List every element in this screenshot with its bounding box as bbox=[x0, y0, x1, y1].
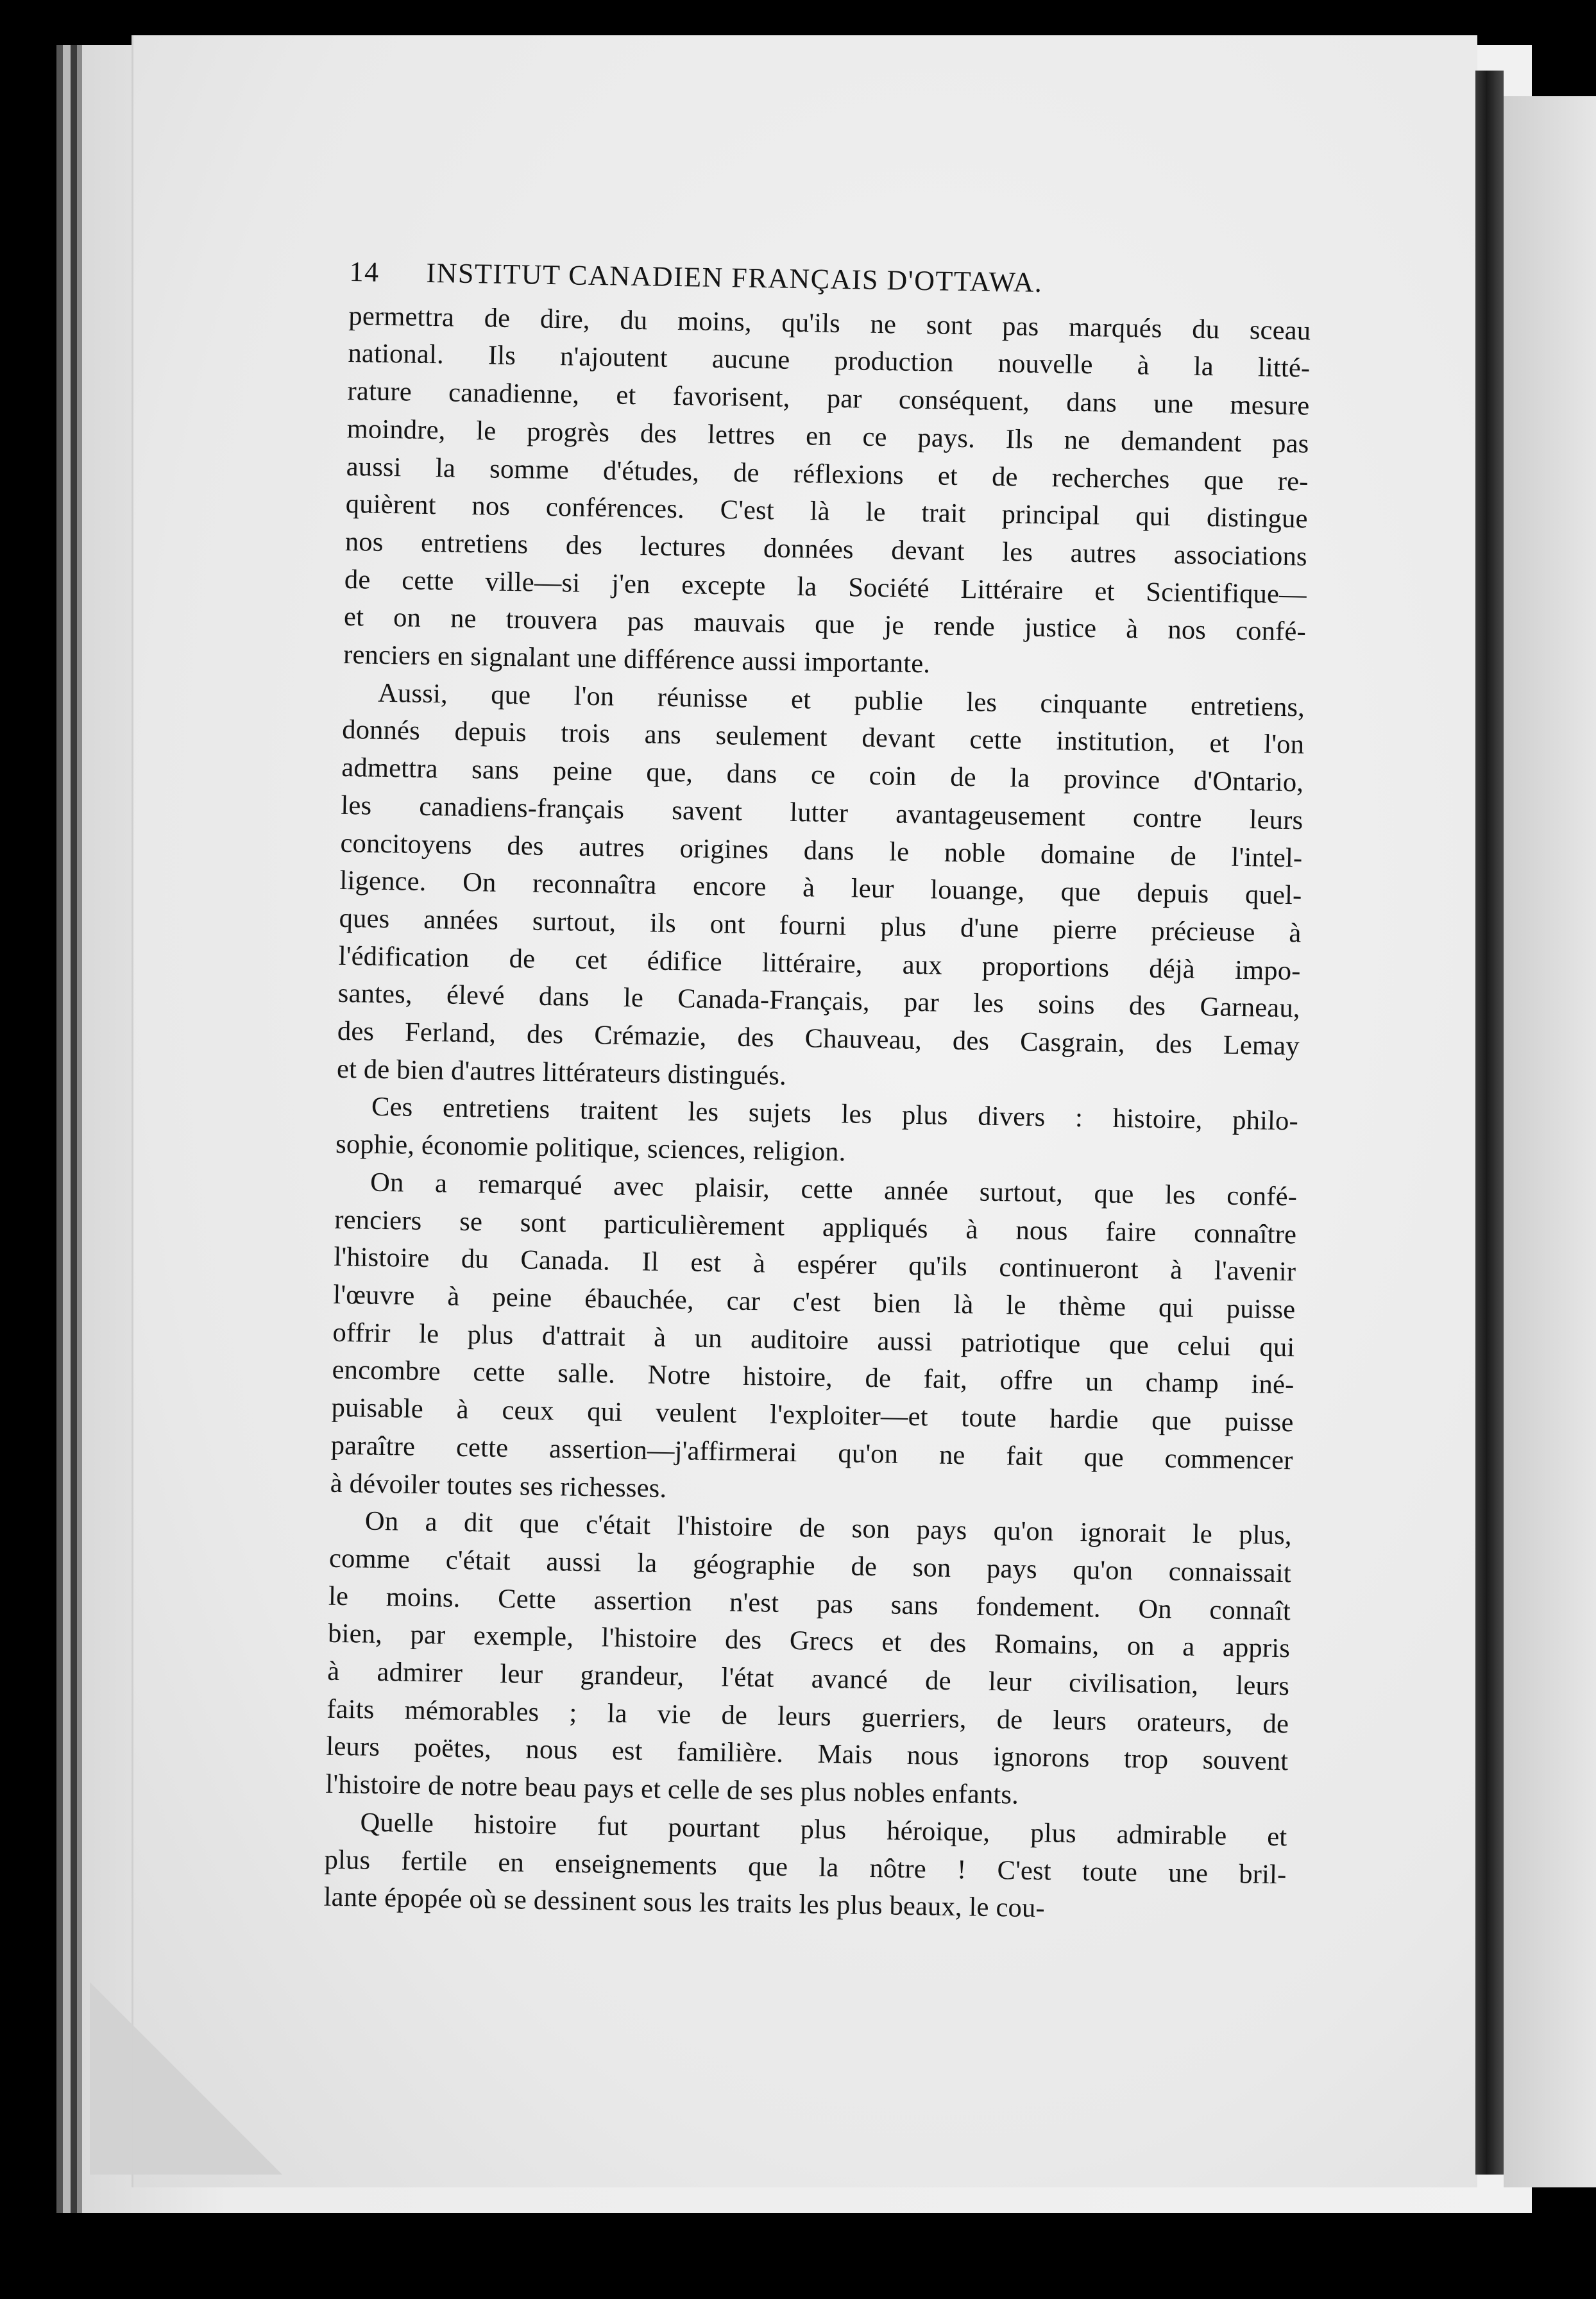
text-line: comme c'était aussi la géographie de son pays qu'on connaissait bbox=[328, 1543, 1292, 1589]
paragraph bbox=[330, 1164, 1297, 1518]
page-text bbox=[323, 253, 1312, 1931]
text-line: concitoyens des autres origines dans le noble domaine de l'intel- bbox=[340, 827, 1303, 873]
text-line: puisable à ceux qui veulent l'exploiter—et toute hardie que puisse bbox=[331, 1392, 1294, 1438]
text-line: Aussi, que l'on réunisse et publie les cinquante entretiens, bbox=[377, 677, 1305, 723]
text-line: On a dit que c'était l'histoire de son pays qu'on ignorait le plus, bbox=[364, 1506, 1293, 1551]
text-line: permettra de dire, du moins, qu'ils ne sont pas marqués du sceau bbox=[348, 300, 1311, 346]
paragraph bbox=[335, 1088, 1299, 1178]
text-line: lante épopée où se dessinent sous les traits les plus beaux, le cou- bbox=[323, 1881, 1046, 1924]
text-line: à admirer leur grandeur, l'état avancé de leur civilisation, leurs bbox=[327, 1656, 1290, 1702]
folded-corner bbox=[90, 1982, 282, 2175]
text-line: ques années surtout, ils ont fourni plus d'une pierre précieuse à bbox=[339, 903, 1302, 949]
text-line: l'histoire de notre beau pays et celle de ses plus nobles enfants. bbox=[325, 1769, 1019, 1810]
paragraph bbox=[325, 1502, 1292, 1819]
running-head-title: INSTITUT CANADIEN FRANÇAIS D'OTTAWA. bbox=[426, 257, 1043, 298]
text-line: aussi la somme d'études, de réflexions et de recherches que re- bbox=[346, 451, 1309, 497]
text-line: On a remarqué avec plaisir, cette année surtout, que les confé- bbox=[369, 1167, 1298, 1212]
text-line: paraître cette assertion—j'affirmerai qu'on ne fait que commencer bbox=[330, 1430, 1293, 1476]
text-line: moindre, le progrès des lettres en ce pays. Ils ne demandent pas bbox=[346, 413, 1309, 459]
text-line: à dévoiler toutes ses richesses. bbox=[330, 1468, 667, 1504]
paragraph bbox=[343, 298, 1311, 690]
text-line: de cette ville—si j'en excepte la Société Littéraire et Scientifique— bbox=[344, 564, 1307, 610]
text-line: des Ferland, des Crémazie, des Chauveau, des Casgrain, des Lemay bbox=[337, 1015, 1300, 1062]
text-line: renciers se sont particulièrement appliqués à nous faire connaître bbox=[334, 1204, 1297, 1250]
text-line: nos entretiens des lectures données devant les autres associations bbox=[344, 526, 1308, 572]
text-line: Quelle histoire fut pourtant plus héroique, plus admirable et bbox=[360, 1807, 1287, 1853]
paragraph bbox=[337, 674, 1305, 1103]
text-line: le moins. Cette assertion n'est pas sans fondement. On connaît bbox=[328, 1581, 1291, 1626]
text-line: l'édification de cet édifice littéraire, aux proportions déjà impo- bbox=[338, 940, 1301, 987]
text-line: ligence. On reconnaîtra encore à leur louange, que depuis quel- bbox=[339, 865, 1302, 911]
text-line: l'histoire du Canada. Il est à espérer qu'ils continueront à l'avenir bbox=[334, 1242, 1296, 1287]
facing-page-edge bbox=[1504, 96, 1596, 2187]
text-line: et on ne trouvera pas mauvais que je rende justice à nos confé- bbox=[343, 602, 1307, 647]
text-line: bien, par exemple, l'histoire des Grecs et des Romains, on a appris bbox=[327, 1618, 1291, 1664]
text-line: faits mémorables ; la vie de leurs guerriers, de leurs orateurs, de bbox=[326, 1693, 1289, 1739]
text-line: et de bien d'autres littérateurs distingués. bbox=[336, 1053, 787, 1091]
book-gutter bbox=[1475, 71, 1504, 2175]
text-line: encombre cette salle. Notre histoire, de fait, offre un champ iné- bbox=[332, 1355, 1295, 1400]
text-line: leurs poëtes, nous est familière. Mais nous ignorons trop souvent bbox=[326, 1731, 1289, 1777]
text-line: renciers en signalant une différence aussi importante. bbox=[343, 639, 931, 679]
text-line: offrir le plus d'attrait à un auditoire aussi patriotique que celui qui bbox=[332, 1317, 1295, 1363]
paragraph bbox=[323, 1804, 1287, 1932]
text-line: sophie, économie politique, sciences, religion. bbox=[335, 1129, 846, 1167]
text-line: plus fertile en enseignements que la nôtre ! C'est toute une bril- bbox=[324, 1844, 1287, 1890]
body-text bbox=[323, 298, 1311, 1931]
text-line: les canadiens-français savent lutter avantageusement contre leurs bbox=[341, 790, 1303, 836]
page-number: 14 bbox=[349, 255, 380, 288]
text-line: Ces entretiens traitent les sujets les plus divers : histoire, philo- bbox=[371, 1092, 1299, 1137]
text-line: rature canadienne, et favorisent, par conséquent, dans une mesure bbox=[347, 376, 1310, 421]
text-line: quièrent nos conférences. C'est là le trait principal qui distingue bbox=[345, 489, 1309, 534]
text-line: donnés depuis trois ans seulement devant cette institution, et l'on bbox=[341, 715, 1305, 760]
text-line: national. Ils n'ajoutent aucune production nouvelle à la litté- bbox=[348, 338, 1311, 384]
text-line: santes, élevé dans le Canada-Français, par les soins des Garneau, bbox=[337, 978, 1301, 1024]
text-line: admettra sans peine que, dans ce coin de la province d'Ontario, bbox=[341, 752, 1304, 798]
text-line: l'œuvre à peine ébauchée, car c'est bien là le thème qui puisse bbox=[333, 1279, 1296, 1325]
